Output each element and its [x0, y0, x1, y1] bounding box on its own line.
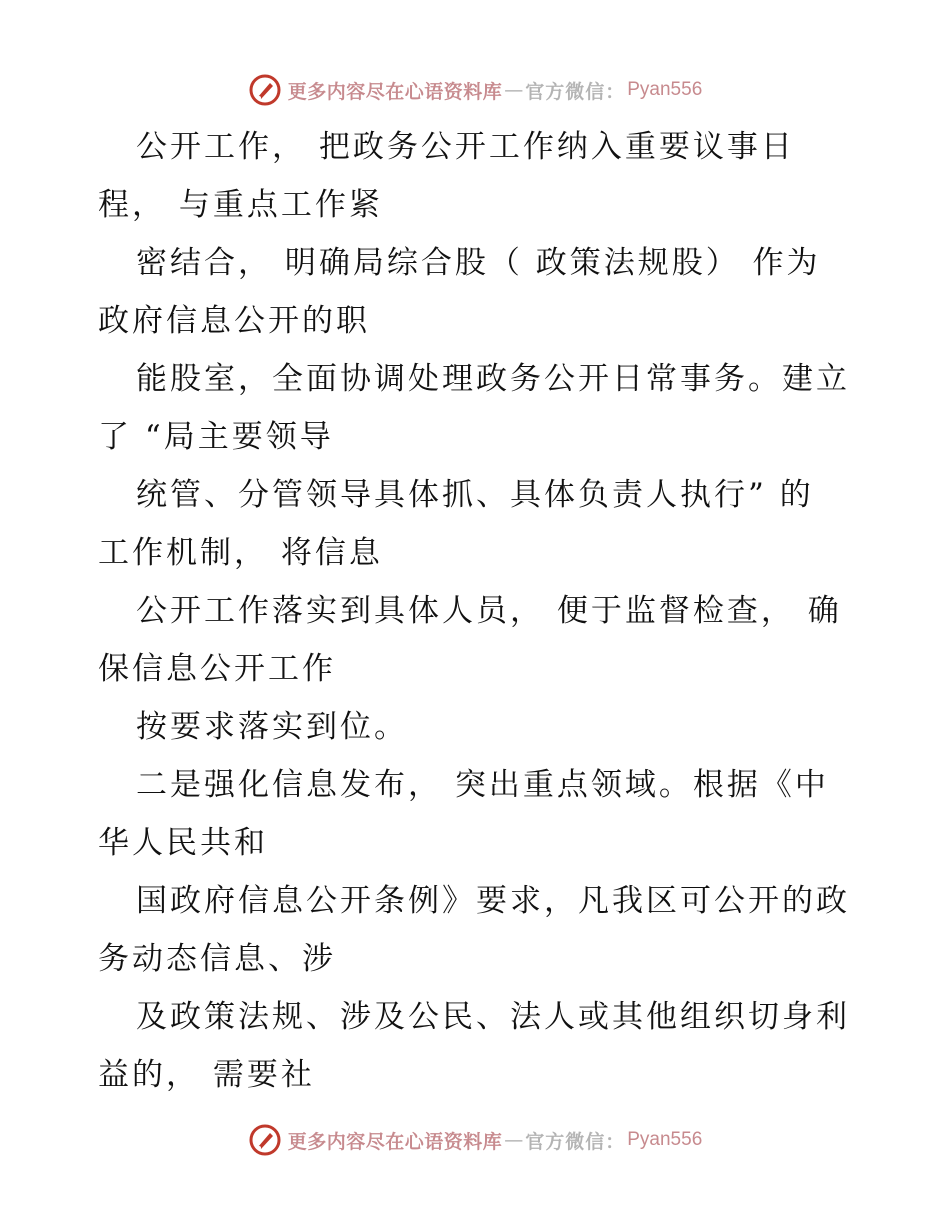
- text-line: 华人民共和: [98, 825, 268, 861]
- text-line: 统管、分管领导具体抓、具体负责人执行” 的: [136, 477, 814, 513]
- banner-wechat-label: 官方微信：: [525, 1130, 626, 1153]
- footer-banner: [0, 1120, 950, 1160]
- pen-nib-icon: [248, 73, 282, 107]
- document-body: [98, 118, 858, 1104]
- banner-site-text: 更多内容尽在心语资料库: [287, 80, 503, 103]
- text-line: 工作机制， 将信息: [98, 535, 383, 571]
- text-line: 能股室，全面协调处理政务公开日常事务。建立: [136, 361, 850, 397]
- text-line: 国政府信息公开条例》要求，凡我区可公开的政: [136, 883, 850, 919]
- text-line: 二是强化信息发布， 突出重点领域。根据《中: [136, 767, 829, 803]
- banner-wechat-id: Pyan556: [627, 79, 703, 100]
- text-line: 程， 与重点工作紧: [98, 187, 383, 223]
- text-line: 益的， 需要社: [98, 1057, 315, 1093]
- pen-nib-icon: [248, 1123, 282, 1157]
- text-line: 公开工作落实到具体人员， 便于监督检查， 确: [136, 593, 842, 629]
- text-line: 密结合， 明确局综合股（ 政策法规股） 作为: [136, 245, 821, 281]
- text-line: 政府信息公开的职: [98, 303, 370, 339]
- header-banner: [0, 70, 950, 110]
- text-line: 按要求落实到位。: [136, 709, 408, 745]
- banner-dash: —: [504, 1129, 524, 1151]
- banner-wechat-label: 官方微信：: [525, 80, 626, 103]
- text-line: 公开工作， 把政务公开工作纳入重要议事日: [136, 129, 795, 165]
- banner-wechat-id: Pyan556: [627, 1129, 703, 1150]
- text-line: 及政策法规、涉及公民、法人或其他组织切身利: [136, 999, 850, 1035]
- banner-site-text: 更多内容尽在心语资料库: [287, 1130, 503, 1153]
- text-line: 了 “局主要领导: [98, 419, 334, 455]
- text-line: 务动态信息、涉: [98, 941, 336, 977]
- text-line: 保信息公开工作: [98, 651, 336, 687]
- banner-dash: —: [504, 79, 524, 101]
